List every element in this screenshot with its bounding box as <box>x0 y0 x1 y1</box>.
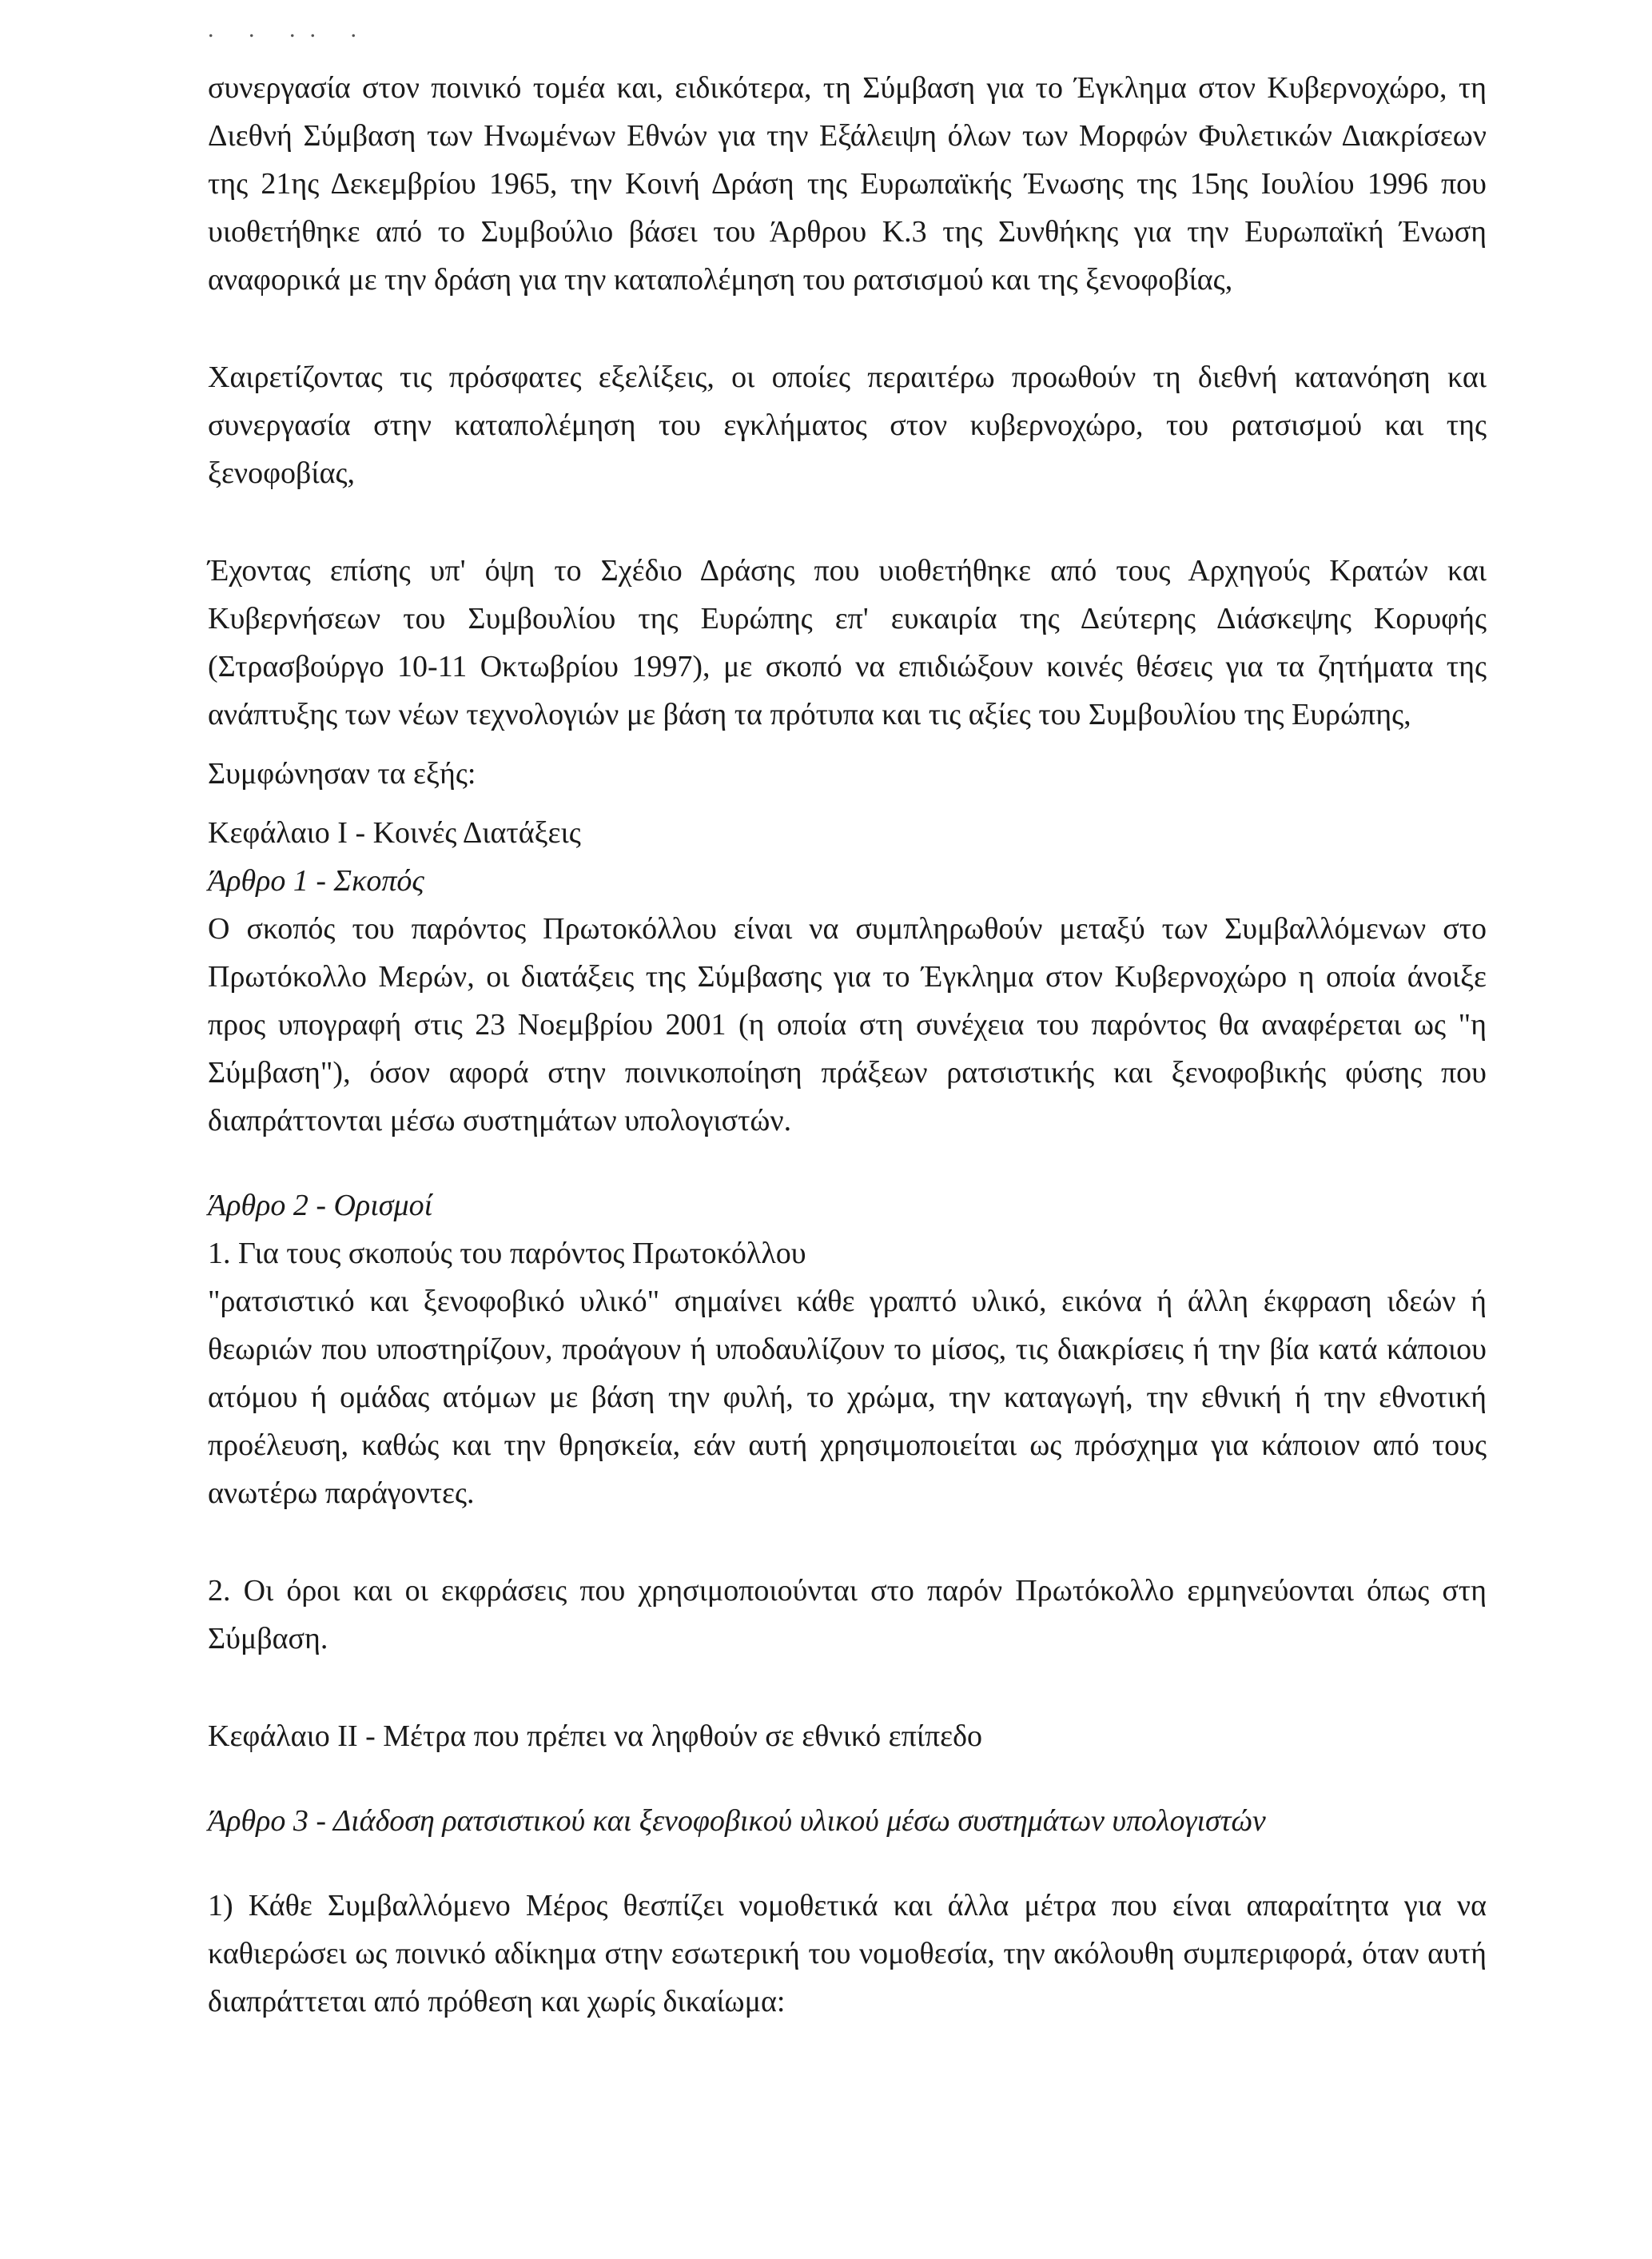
document-body <box>208 64 1487 2026</box>
article-1-heading: Άρθρο 1 - Σκοπός <box>208 864 424 898</box>
paragraph-cooperation: συνεργασία στον ποινικό τομέα και, ειδικότερα, τη Σύμβαση για το Έγκλημα στον Κυβερνοχώρο, τη Διεθνή Σύμβαση των Ηνωμένων Εθνών για την Εξάλειψη όλων των Μορφών Φυλετικών Διακρίσεων της 21ης Δεκεμβρίου 1965, την Κοινή Δράση της Ευρωπαϊκής Ένωσης της 15ης Ιουλίου 1996 που υιοθετήθηκε από το Συμβούλιο βάσει του Άρθρου Κ.3 της Συνθήκης για την Ευρωπαϊκή Ένωση αναφορικά με την δράση για την καταπολέμηση του ρατσισμού και της ξενοφοβίας, <box>208 71 1487 297</box>
article-2-heading: Άρθρο 2 - Ορισμοί <box>208 1189 433 1222</box>
paragraph-welcoming: Χαιρετίζοντας τις πρόσφατες εξελίξεις, οι οποίες περαιτέρω προωθούν τη διεθνή κατανόηση και συνεργασία στην καταπολέμηση του εγκλήματος στον κυβερνοχώρο, του ρατσισμού και της ξενοφοβίας, <box>208 361 1487 490</box>
article-2-paragraph-2: 2. Οι όροι και οι εκφράσεις που χρησιμοποιούνται στο παρόν Πρωτόκολλο ερμηνεύονται όπως στη Σύμβαση. <box>208 1574 1487 1655</box>
article-3-paragraph-1: 1) Κάθε Συμβαλλόμενο Μέρος θεσπίζει νομοθετικά και άλλα μέτρα που είναι απαραίτητα για να καθιερώσει ως ποινικό αδίκημα στην εσωτερική του νομοθεσία, την ακόλουθη συμπεριφορά, όταν αυτή διαπράττεται από πρόθεση και χωρίς δικαίωμα: <box>208 1889 1487 2018</box>
article-2-paragraph-1-text: "ρατσιστικό και ξενοφοβικό υλικό" σημαίνει κάθε γραπτό υλικό, εικόνα ή άλλη έκφραση ιδεών ή θεωριών που υποστηρίζουν, προάγουν ή υποδαυλίζουν το μίσος, τις διακρίσεις ή την βία κατά κάποιου ατόμου ή ομάδας ατόμων με βάση την φυλή, το χρώμα, την καταγωγή, την εθνική ή την εθνοτική προέλευση, καθώς και την θρησκεία, εάν αυτή χρησιμοποιείται ως πρόσχημα για κάποιον από τους ανωτέρω παράγοντες. <box>208 1285 1487 1510</box>
article-3-heading: Άρθρο 3 - Διάδοση ρατσιστικού και ξενοφοβικού υλικού μέσω συστημάτων υπολογιστών <box>208 1804 1266 1838</box>
paragraph-agreed: Συμφώνησαν τα εξής: <box>208 757 476 791</box>
scan-marks: . . .. . <box>208 16 371 42</box>
chapter-2-heading: Κεφάλαιο II - Μέτρα που πρέπει να ληφθούν σε εθνικό επίπεδο <box>208 1719 983 1753</box>
chapter-1-heading: Κεφάλαιο I - Κοινές Διατάξεις <box>208 816 581 850</box>
paragraph-action-plan: Έχοντας επίσης υπ' όψη το Σχέδιο Δράσης που υιοθετήθηκε από τους Αρχηγούς Κρατών και Κυβερνήσεων του Συμβουλίου της Ευρώπης επ' ευκαιρία της Δεύτερης Διάσκεψης Κορυφής (Στρασβούργο 10-11 Οκτωβρίου 1997), με σκοπό να επιδιώξουν κοινές θέσεις για τα ζητήματα της ανάπτυξης των νέων τεχνολογιών με βάση τα πρότυπα και τις αξίες του Συμβουλίου της Ευρώπης, <box>208 554 1487 731</box>
article-1-text: Ο σκοπός του παρόντος Πρωτοκόλλου είναι να συμπληρωθούν μεταξύ των Συμβαλλόμενων στο Πρωτόκολλο Μερών, οι διατάξεις της Σύμβασης για το Έγκλημα στον Κυβερνοχώρο η οποία άνοιξε προς υπογραφή στις 23 Νοεμβρίου 2001 (η οποία στη συνέχεια του παρόντος θα αναφέρεται ως "η Σύμβαση"), όσον αφορά στην ποινικοποίηση πράξεων ρατσιστικής και ξενοφοβικής φύσης που διαπράττονται μέσω συστημάτων υπολογιστών. <box>208 912 1487 1137</box>
article-2-paragraph-1-intro: 1. Για τους σκοπούς του παρόντος Πρωτοκόλλου <box>208 1237 806 1270</box>
